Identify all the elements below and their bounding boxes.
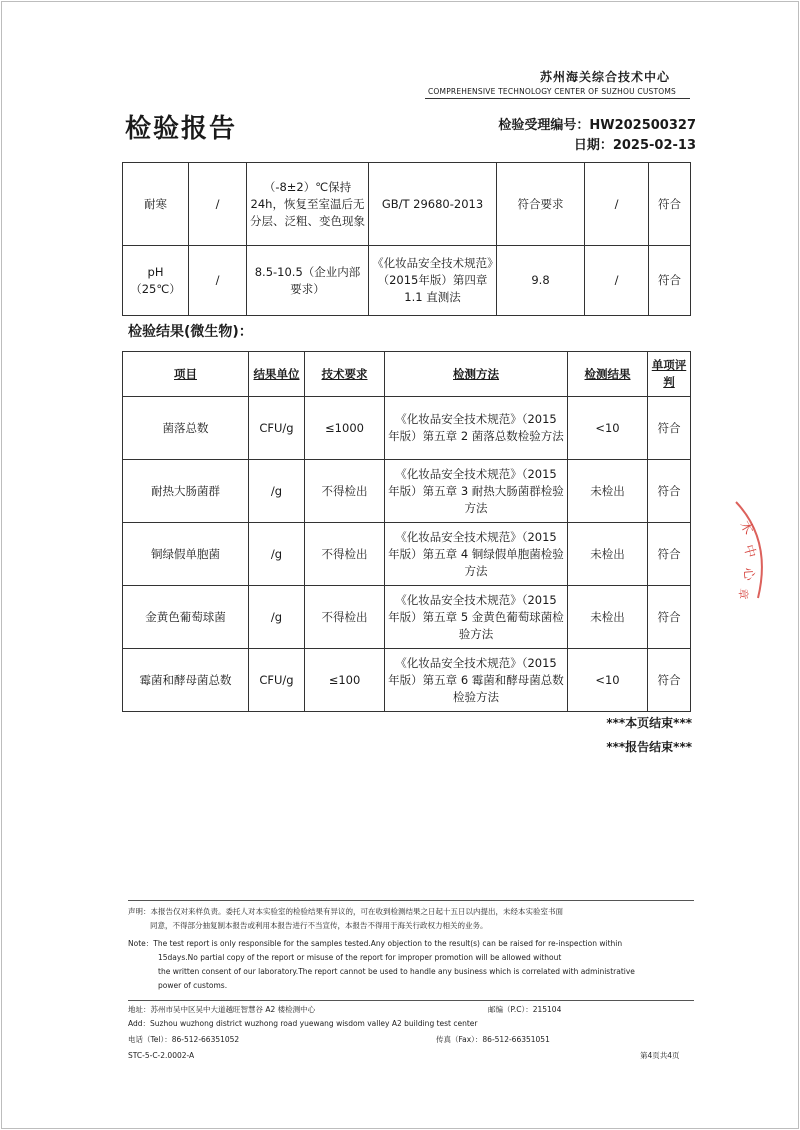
footer-rule <box>128 900 694 901</box>
column-header: 结果单位 <box>249 352 305 397</box>
table-cell: <10 <box>568 649 648 712</box>
table-cell: /g <box>249 586 305 649</box>
address-en: Add：Suzhou wuzhong district wuzhong road yuewang wisdom valley A2 building test center <box>128 1019 478 1028</box>
table-cell: 《化妆品安全技术规范》（2015 年版）第五章 2 菌落总数检验方法 <box>385 397 568 460</box>
table-row <box>123 649 691 712</box>
end-of-report-mark: ***报告结束*** <box>606 740 692 754</box>
table-cell: 不得检出 <box>305 523 385 586</box>
table-cell: 未检出 <box>568 460 648 523</box>
table-row <box>123 460 691 523</box>
table-cell: 菌落总数 <box>123 397 249 460</box>
column-header: 检测方法 <box>385 352 568 397</box>
table-cell: / <box>189 246 247 316</box>
table-cell: / <box>189 163 247 246</box>
table-cell: 不得检出 <box>305 460 385 523</box>
org-name-en: COMPREHENSIVE TECHNOLOGY CENTER OF SUZHOU CUSTOMS <box>428 87 677 96</box>
header-rule <box>425 98 690 99</box>
table-cell: ≤1000 <box>305 397 385 460</box>
report-date <box>574 134 696 153</box>
table-cell: 未检出 <box>568 523 648 586</box>
table-cell: （-8±2）℃保持24h，恢复至室温后无分层、泛粗、变色现象 <box>247 163 369 246</box>
physchem-results-table <box>122 162 691 316</box>
table-cell: /g <box>249 460 305 523</box>
note-en-line: power of customs. <box>158 981 228 990</box>
table-cell: 《化妆品安全技术规范》（2015 年版）第五章 6 霉菌和酵母菌总数检验方法 <box>385 649 568 712</box>
table-cell: / <box>585 246 649 316</box>
address-cn: 地址：苏州市吴中区吴中大道越旺智慧谷 A2 楼检测中心 <box>128 1005 316 1014</box>
table-cell: 不得检出 <box>305 586 385 649</box>
statement-cn-line: 同意，不得部分抽复制本报告或利用本报告进行不当宣传，本报告不得用于海关行政权力相关的业务。 <box>150 921 488 930</box>
page-number: 第4页共4页 <box>640 1051 680 1060</box>
table-row <box>123 523 691 586</box>
table-cell: pH（25℃） <box>123 246 189 316</box>
table-row <box>123 586 691 649</box>
stamp-char: 心 <box>740 567 757 582</box>
note-en-line: 15days.No partial copy of the report or misuse of the report for improper promotion will be allowed without <box>158 953 562 962</box>
postcode: 邮编（P.C）：215104 <box>488 1005 562 1014</box>
table-cell: CFU/g <box>249 397 305 460</box>
footer-rule <box>128 1000 694 1001</box>
table-cell: ≤100 <box>305 649 385 712</box>
note-en-line: the written consent of our laboratory.The report cannot be used to handle any business which is correlated with administrative <box>158 967 635 976</box>
stamp-char: 中 <box>740 543 758 560</box>
accept-value: HW202500327 <box>589 118 696 133</box>
stamp-char: 术 <box>736 518 757 538</box>
note-en-line: Note：The test report is only responsible for the samples tested.Any objection to the result(s) can be raised for re-inspection within <box>128 939 623 948</box>
end-of-page-mark: ***本页结束*** <box>606 716 692 730</box>
telephone: 电话（Tel）：86-512-66351052 <box>128 1035 240 1044</box>
column-header: 单项评判 <box>648 352 691 397</box>
table-cell: 未检出 <box>568 586 648 649</box>
table-cell: /g <box>249 523 305 586</box>
table-cell: 9.8 <box>497 246 585 316</box>
table-cell: 《化妆品安全技术规范》（2015 年版）第五章 3 耐热大肠菌群检验方法 <box>385 460 568 523</box>
table-cell: 金黄色葡萄球菌 <box>123 586 249 649</box>
microbe-results-table <box>122 351 691 712</box>
column-header: 检测结果 <box>568 352 648 397</box>
table-cell: 符合 <box>648 460 691 523</box>
statement-cn-line: 声明：本报告仅对来样负责。委托人对本实验室的检验结果有异议的，可在收到检测结果之日起十五日以内提出，未经本实验室书面 <box>128 907 563 916</box>
section-title-microbe: 检验结果(微生物)： <box>128 324 253 340</box>
table-header-row <box>123 352 691 397</box>
table-cell: 铜绿假单胞菌 <box>123 523 249 586</box>
table-cell: <10 <box>568 397 648 460</box>
document-code: STC-5-C-2.0002-A <box>128 1051 195 1060</box>
table-cell: 符合 <box>649 246 691 316</box>
accept-number <box>498 114 696 133</box>
table-cell: 符合 <box>648 649 691 712</box>
fax: 传真（Fax）：86-512-66351051 <box>436 1035 550 1044</box>
table-cell: 8.5-10.5（企业内部要求） <box>247 246 369 316</box>
table-cell: 耐寒 <box>123 163 189 246</box>
accept-label: 检验受理编号： <box>498 118 590 133</box>
table-cell: 《化妆品安全技术规范》（2015年版）第四章 1.1 直测法 <box>369 246 497 316</box>
table-cell: 《化妆品安全技术规范》（2015 年版）第五章 4 铜绿假单胞菌检验方法 <box>385 523 568 586</box>
table-cell: 耐热大肠菌群 <box>123 460 249 523</box>
table-cell: CFU/g <box>249 649 305 712</box>
page-title: 检验报告 <box>125 114 238 144</box>
org-name-cn: 苏州海关综合技术中心 <box>540 70 671 84</box>
date-label: 日期： <box>573 138 613 153</box>
date-value: 2025-02-13 <box>612 138 696 153</box>
column-header: 项目 <box>123 352 249 397</box>
table-cell: 符合 <box>649 163 691 246</box>
table-cell: / <box>585 163 649 246</box>
table-row <box>123 246 691 316</box>
table-cell: 符合 <box>648 397 691 460</box>
table-cell: 符合 <box>648 523 691 586</box>
official-seal-stamp <box>728 500 774 600</box>
column-header: 技术要求 <box>305 352 385 397</box>
table-row <box>123 163 691 246</box>
table-cell: 符合 <box>648 586 691 649</box>
table-cell: 霉菌和酵母菌总数 <box>123 649 249 712</box>
table-cell: 《化妆品安全技术规范》（2015 年版）第五章 5 金黄色葡萄球菌检验方法 <box>385 586 568 649</box>
table-cell: GB/T 29680-2013 <box>369 163 497 246</box>
table-row <box>123 397 691 460</box>
stamp-char: 章 <box>736 587 750 600</box>
table-cell: 符合要求 <box>497 163 585 246</box>
